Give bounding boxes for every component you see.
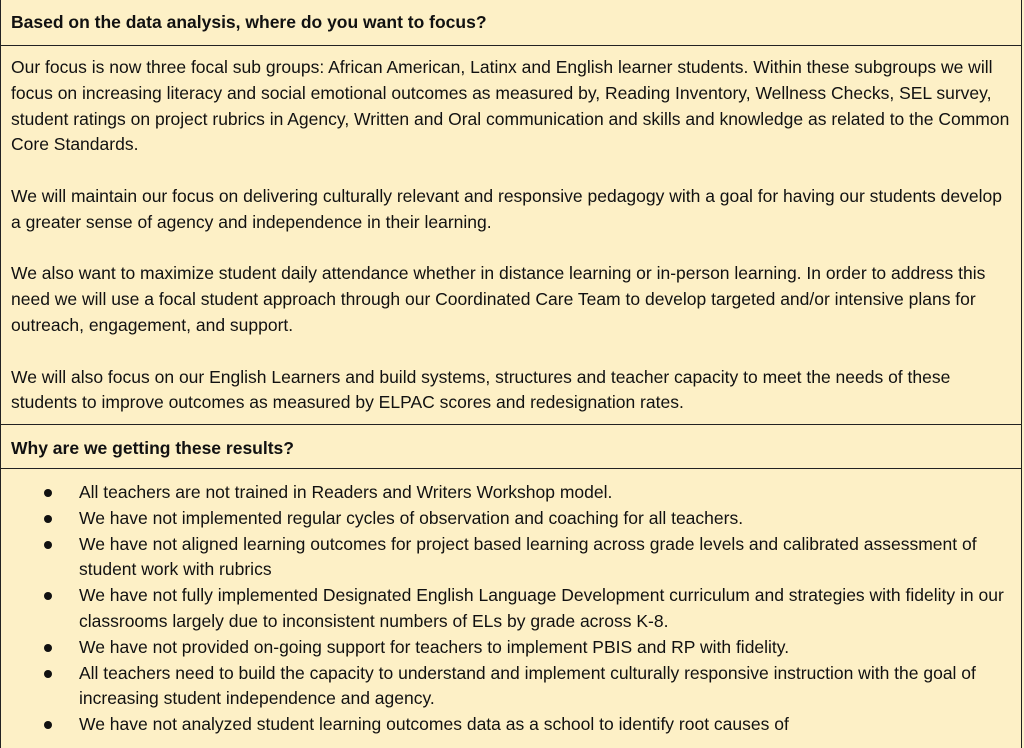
list-item	[11, 635, 1011, 661]
bullet-icon	[44, 541, 52, 549]
results-heading	[1, 424, 1021, 469]
list-item-text: We have not fully implemented Designated English Language Development curriculum and strategies with fidelity in our classrooms largely due to inconsistent numbers of ELs by grade across K-8.	[79, 585, 1004, 631]
list-item-text: All teachers need to build the capacity to understand and implement culturally responsive instruction with the goal of increasing student independence and agency.	[79, 662, 976, 709]
focus-body	[1, 46, 1021, 424]
list-item	[11, 583, 1011, 635]
list-item-text: All teachers are not trained in Readers and Writers Workshop model.	[79, 482, 613, 502]
focus-paragraph: Our focus is now three focal sub groups: African American, Latinx and English learner students. Within these subgroups we will focus on increasing literacy and social emotional outcomes as measured by, Reading Inventory, Wellness Checks, SEL survey, student ratings on project rubrics in Agency, Written and Oral communication and skills and knowledge as related to the Common Core Standards.	[11, 57, 1010, 155]
list-item-text: We have not aligned learning outcomes for project based learning across grade levels and calibrated assessment of student work with rubrics	[79, 533, 977, 580]
list-item	[11, 661, 1011, 713]
bullet-icon	[44, 721, 52, 729]
list-item-text: We have not implemented regular cycles of observation and coaching for all teachers.	[79, 507, 744, 528]
focus-heading	[1, 0, 1021, 46]
bullet-icon	[44, 592, 52, 600]
focus-paragraph: We will also focus on our English Learners and build systems, structures and teacher capacity to meet the needs of these students to improve outcomes as measured by ELPAC scores and redesignation rates.	[11, 366, 951, 413]
bullet-icon	[44, 670, 52, 678]
results-body	[1, 469, 1021, 748]
list-item-text: We have not analyzed student learning outcomes data as a school to identify root causes of	[79, 714, 789, 735]
focus-heading-text: Based on the data analysis, where do you want to focus?	[11, 12, 487, 32]
focus-paragraph: We will maintain our focus on delivering culturally relevant and responsive pedagogy with a goal for having our students develop a greater sense of agency and independence in their learning.	[11, 185, 1002, 232]
results-bullet-list	[11, 480, 1011, 738]
bullet-icon	[44, 489, 52, 497]
list-item-text: We have not provided on-going support for teachers to implement PBIS and RP with fidelity.	[79, 636, 790, 657]
list-item	[11, 532, 1011, 584]
focus-paragraph: We also want to maximize student daily attendance whether in distance learning or in-person learning. In order to address this need we will use a focal student approach through our Coordinated Care Team to develop targeted and/or intensive plans for outreach, engagement, and support.	[11, 263, 986, 335]
list-item	[11, 506, 1011, 532]
list-item	[11, 480, 1011, 506]
list-item	[11, 712, 1011, 738]
bullet-icon	[44, 515, 52, 523]
results-heading-text: Why are we getting these results?	[11, 438, 294, 458]
bullet-icon	[44, 644, 52, 652]
